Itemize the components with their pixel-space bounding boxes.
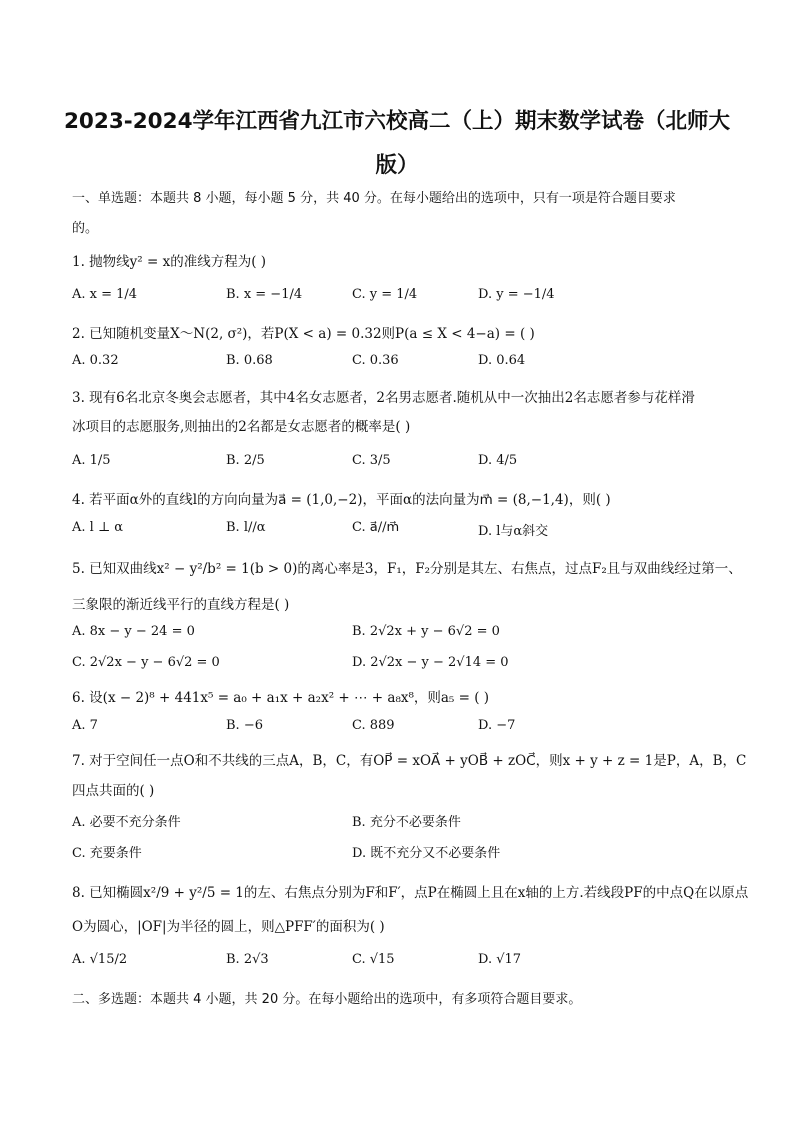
question-5-option-a: A. 8x − y − 24 = 0 xyxy=(72,624,195,639)
question-1-option-d: D. y = −1/4 xyxy=(478,287,555,302)
question-5-option-d: D. 2√2x − y − 2√14 = 0 xyxy=(352,655,509,670)
question-3-option-b: B. 2/5 xyxy=(226,453,265,468)
section-1-instructions-cont: 的。 xyxy=(72,221,99,236)
question-3-option-c: C. 3/5 xyxy=(352,453,391,468)
question-3-option-d: D. 4/5 xyxy=(478,453,518,468)
question-3-stem: 3. 现有6名北京冬奥会志愿者，其中4名女志愿者，2名男志愿者.随机从中一次抽出2名志愿者参与花样滑 xyxy=(72,390,695,406)
exam-title xyxy=(60,100,734,188)
question-8-option-a: A. √15/2 xyxy=(72,952,128,967)
question-2-option-d: D. 0.64 xyxy=(478,353,526,368)
question-5-stem-cont: 三象限的渐近线平行的直线方程是( ) xyxy=(72,597,290,613)
question-7-stem-cont: 四点共面的( ) xyxy=(72,783,155,799)
question-5-option-b: B. 2√2x + y − 6√2 = 0 xyxy=(352,624,500,639)
question-1-stem: 1. 抛物线y² = x的准线方程为( ) xyxy=(72,254,267,270)
question-5-stem: 5. 已知双曲线x² − y²/b² = 1(b > 0)的离心率是3，F₁，F₂分别是其左、右焦点，过点F₂且与双曲线经过第一、 xyxy=(72,561,742,577)
question-6-option-d: D. −7 xyxy=(478,718,516,733)
question-3-stem-cont: 冰项目的志愿服务,则抽出的2名都是女志愿者的概率是( ) xyxy=(72,419,411,435)
question-7-option-a: A. 必要不充分条件 xyxy=(72,815,181,830)
question-2-option-a: A. 0.32 xyxy=(72,353,119,368)
question-6-option-c: C. 889 xyxy=(352,718,395,733)
question-7-option-d: D. 既不充分又不必要条件 xyxy=(352,846,501,861)
question-7-option-b: B. 充分不必要条件 xyxy=(352,815,461,830)
exam-title-line-1: 2023-2024学年江西省九江市六校高二（上）期末数学试卷（北师大 xyxy=(63,109,731,134)
question-2-option-b: B. 0.68 xyxy=(226,353,273,368)
question-6-option-a: A. 7 xyxy=(72,718,98,733)
question-8-stem-cont: O为圆心，|OF|为半径的圆上，则△PFF′的面积为( ) xyxy=(72,919,385,935)
question-1-option-b: B. x = −1/4 xyxy=(226,287,303,302)
question-4-option-d: D. l与α斜交 xyxy=(478,524,549,539)
question-3-option-a: A. 1/5 xyxy=(72,453,111,468)
section-2-instructions: 二、多选题：本题共 4 小题，共 20 分。在每小题给出的选项中，有多项符合题目要求。 xyxy=(72,992,582,1007)
question-2-option-c: C. 0.36 xyxy=(352,353,399,368)
question-7-stem: 7. 对于空间任一点O和不共线的三点A，B，C，有OP⃗ = xOA⃗ + yOB⃗ + zOC⃗，则x + y + z = 1是P，A，B，C xyxy=(72,753,747,769)
section-1-instructions: 一、单选题：本题共 8 小题，每小题 5 分，共 40 分。在每小题给出的选项中，只有一项是符合题目要求 xyxy=(72,191,676,206)
question-1-option-c: C. y = 1/4 xyxy=(352,287,418,302)
question-8-option-c: C. √15 xyxy=(352,952,395,967)
question-8-option-d: D. √17 xyxy=(478,952,522,967)
question-4-option-a: A. l ⊥ α xyxy=(72,520,124,535)
question-2-stem: 2. 已知随机变量X～N(2, σ²)，若P(X < a) = 0.32则P(a ≤ X < 4−a) = ( ) xyxy=(72,326,535,342)
question-4-stem: 4. 若平面α外的直线l的方向向量为a⃗ = (1,0,−2)，平面α的法向量为m⃗ = (8,−1,4)，则( ) xyxy=(72,492,611,508)
question-7-option-c: C. 充要条件 xyxy=(72,846,142,861)
question-5-option-c: C. 2√2x − y − 6√2 = 0 xyxy=(72,655,220,670)
question-4-option-b: B. l//α xyxy=(226,520,266,535)
question-6-stem: 6. 设(x − 2)⁸ + 441x⁵ = a₀ + a₁x + a₂x² + ⋯ + a₈x⁸，则a₅ = ( ) xyxy=(72,690,490,706)
question-8-stem: 8. 已知椭圆x²/9 + y²/5 = 1的左、右焦点分别为F和F′，点P在椭圆上且在x轴的上方.若线段PF的中点Q在以原点 xyxy=(72,885,749,901)
exam-title-line-2: 版） xyxy=(375,153,419,178)
question-6-option-b: B. −6 xyxy=(226,718,263,733)
question-4-option-c: C. a⃗//m⃗ xyxy=(352,520,400,535)
question-1-option-a: A. x = 1/4 xyxy=(72,287,138,302)
question-8-option-b: B. 2√3 xyxy=(226,952,269,967)
